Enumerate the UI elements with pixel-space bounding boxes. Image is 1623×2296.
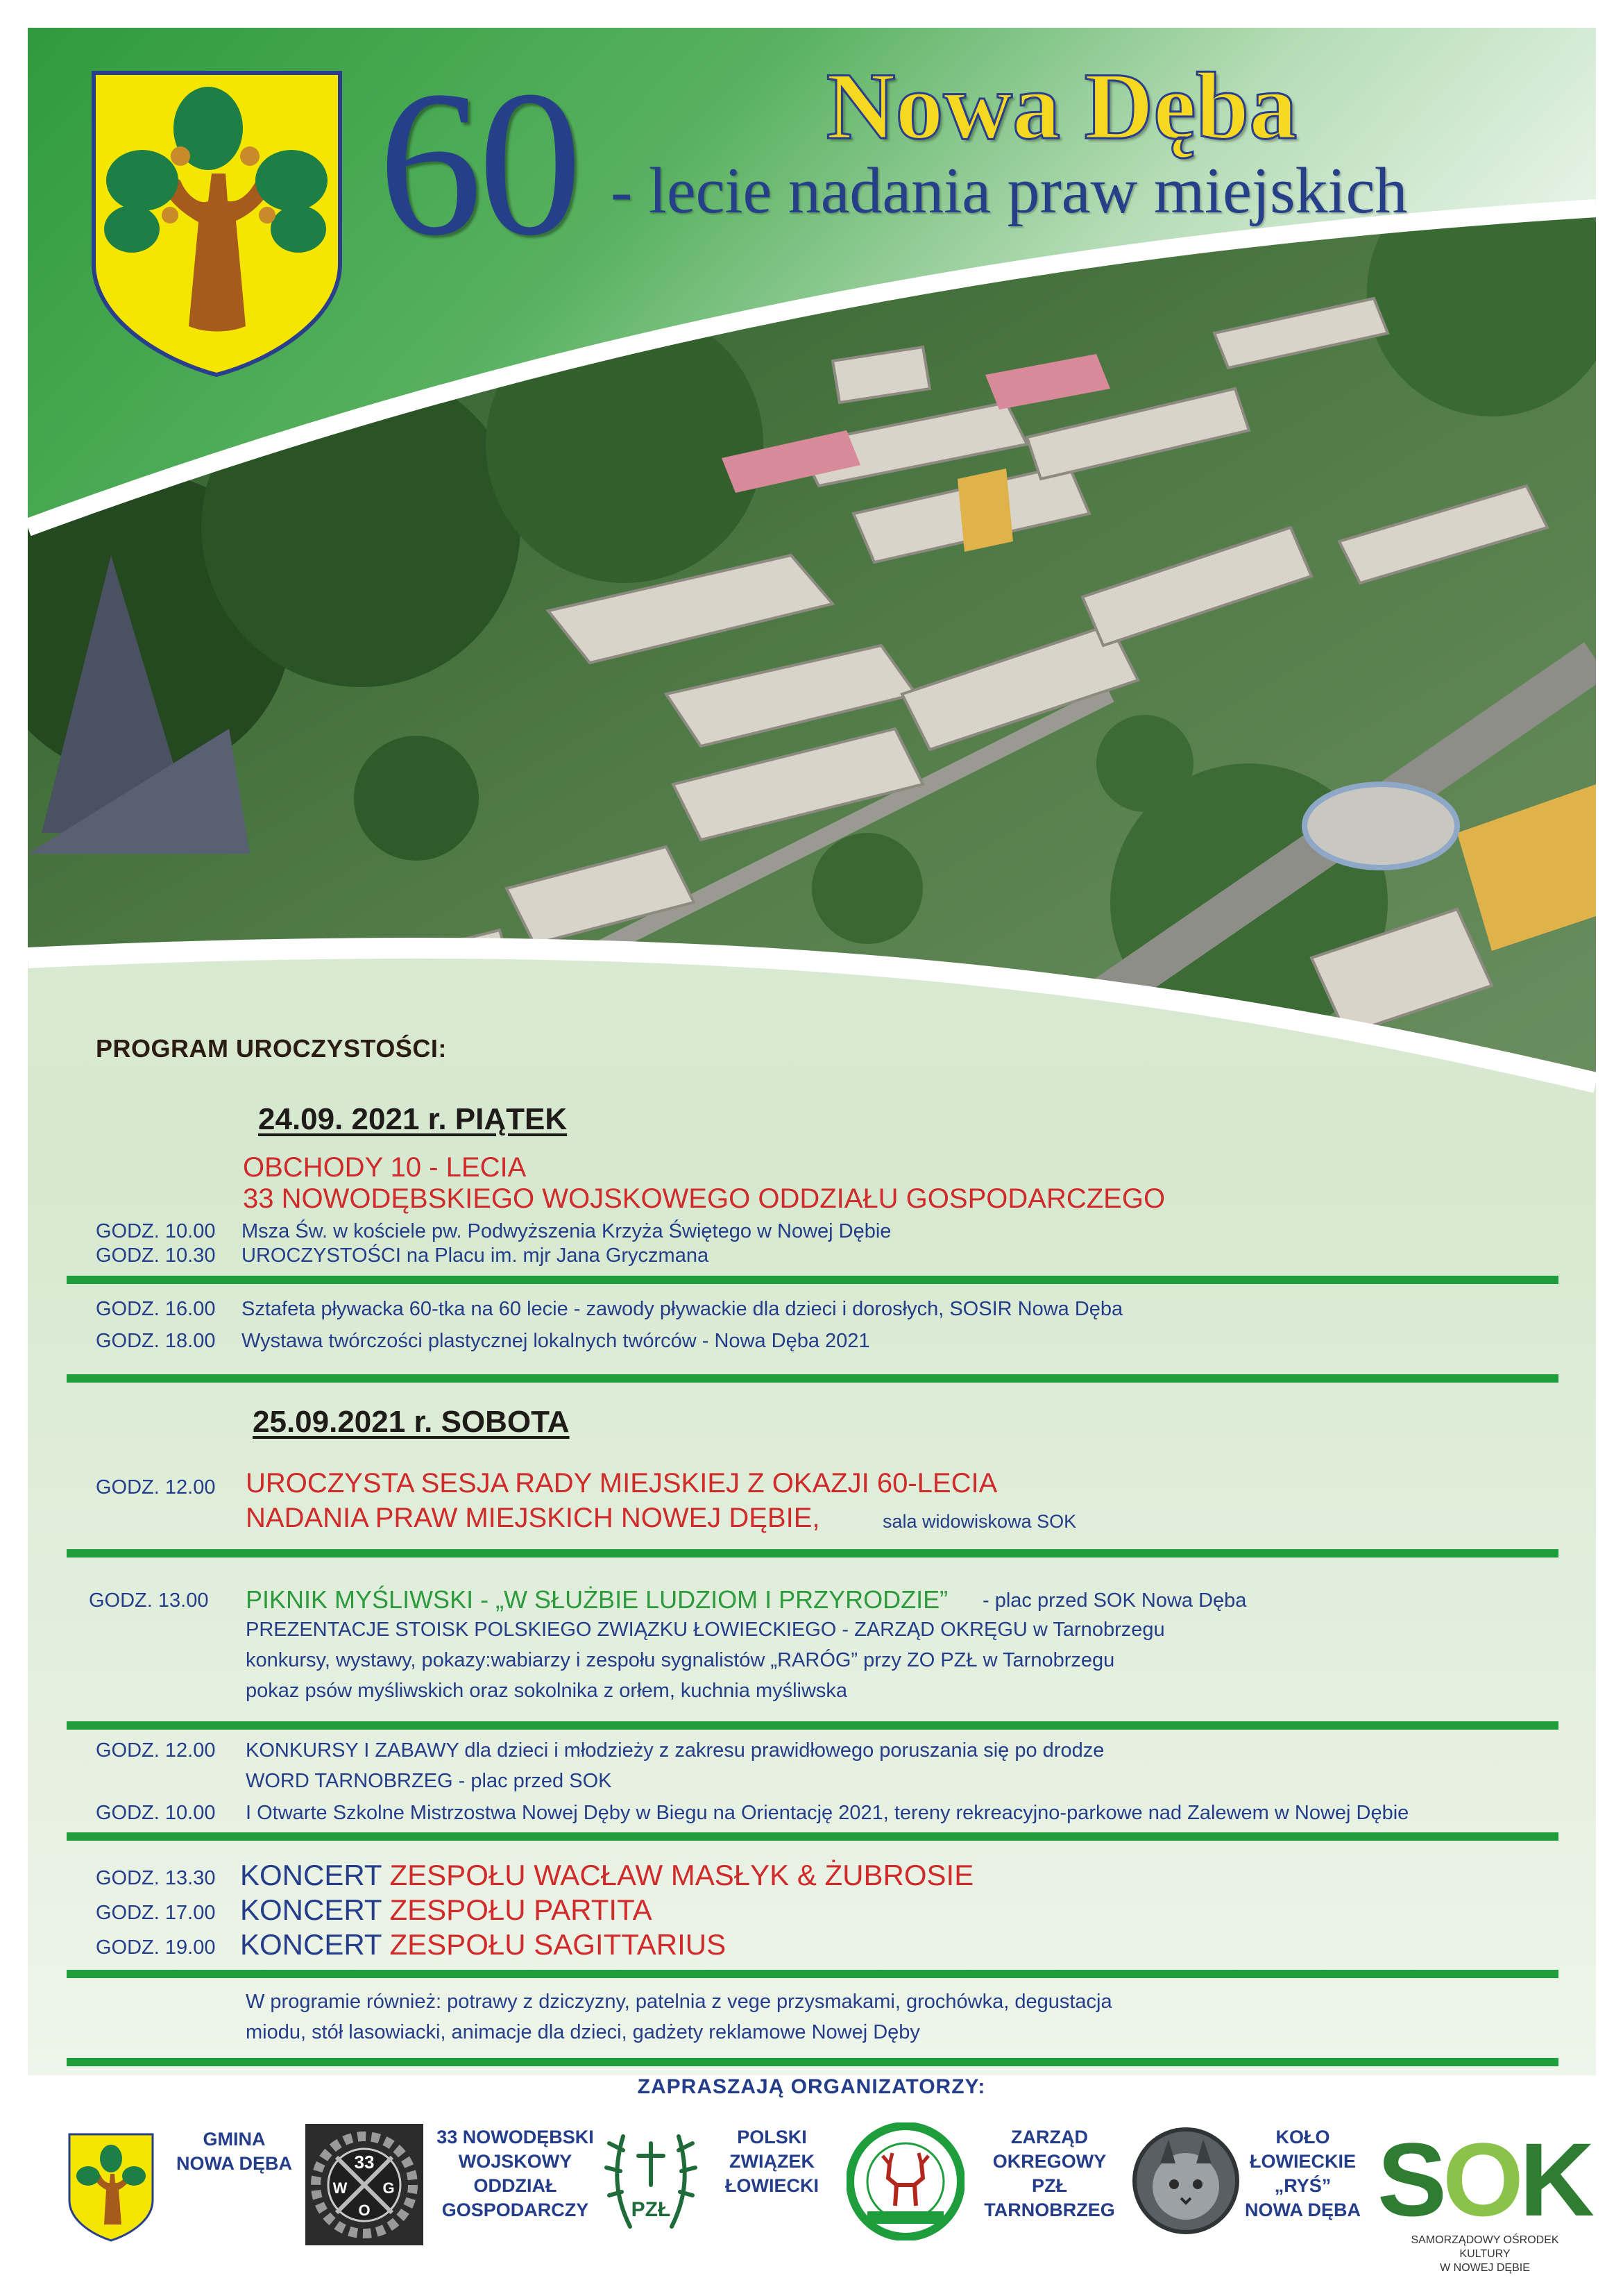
coat-of-arms-emblem — [94, 73, 340, 375]
town-name-title: Nowa Dęba — [826, 53, 1298, 159]
anniversary-number: 60 — [378, 48, 578, 278]
picnic-venue: - plac przed SOK Nowa Dęba — [983, 1589, 1247, 1612]
wog-logo-o: O — [358, 2202, 371, 2219]
session-title-line2: NADANIA PRAW MIEJSKICH NOWEJ DĘBIE, — [246, 1503, 820, 1533]
session-title-line1: UROCZYSTA SESJA RADY MIEJSKIEJ Z OKAZJI 60-LECIA — [246, 1468, 998, 1499]
schedule-text: Msza Św. w kościele pw. Podwyższenia Krzyża Świętego w Nowej Dębie — [241, 1220, 892, 1242]
section-divider — [67, 1832, 1558, 1841]
organizer-pzl-label: POLSKI ZWIĄZEK ŁOWIECKI — [725, 2127, 819, 2196]
picnic-title: PIKNIK MYŚLIWSKI - „W SŁUŻBIE LUDZIOM I PRZYRODZIE” — [246, 1585, 949, 1614]
schedule-time: GODZ. 17.00 — [96, 1902, 216, 1924]
organizer-kolo-label: KOŁO ŁOWIECKIE „RYŚ” NOWA DĘBA — [1245, 2127, 1361, 2220]
concert-word: KONCERT — [240, 1893, 382, 1926]
organizer-gmina-label: GMINA NOWA DĘBA — [176, 2129, 292, 2174]
concert-line — [240, 1928, 726, 1961]
zarzad-okregowy-logo-icon — [847, 2122, 965, 2240]
concert-line — [240, 1859, 974, 1892]
schedule-text: KONKURSY I ZABAWY dla dzieci i młodzieży z zakresu prawidłowego poruszania się po drodze — [246, 1739, 1105, 1762]
schedule-time: GODZ. 13.30 — [96, 1867, 216, 1889]
day1-date-heading: 24.09. 2021 r. PIĄTEK — [258, 1102, 568, 1136]
wog-logo-g: G — [382, 2179, 395, 2197]
also-in-program: W programie również: potrawy z dziczyzny, patelnia z vege przysmakami, grochówka, degustacja — [246, 1991, 1112, 2013]
schedule-time: GODZ. 10.00 — [96, 1220, 216, 1242]
day1-title-line2: 33 NOWODĘBSKIEGO WOJSKOWEGO ODDZIAŁU GOSPODARCZEGO — [243, 1183, 1166, 1214]
sok-logo-s: S — [1377, 2121, 1443, 2238]
schedule-time: GODZ. 10.30 — [96, 1244, 216, 1267]
wog-logo-number: 33 — [354, 2152, 375, 2172]
concert-word: KONCERT — [240, 1859, 382, 1891]
organizer-wog-label: 33 NOWODĘBSKI WOJSKOWY ODDZIAŁ GOSPODARCZY — [436, 2127, 594, 2220]
concert-line — [240, 1893, 652, 1927]
sok-logo — [1377, 2121, 1591, 2238]
pzl-antlers-logo-icon — [602, 2122, 699, 2247]
lynx-club-logo-icon — [1132, 2125, 1240, 2236]
section-divider — [67, 1549, 1558, 1558]
schedule-time: GODZ. 12.00 — [96, 1476, 216, 1499]
session-venue: sala widowiskowa SOK — [883, 1511, 1077, 1532]
concert-word: KONCERT — [240, 1928, 382, 1961]
section-divider — [67, 1374, 1558, 1383]
section-divider — [67, 1276, 1558, 1284]
organizer-zarzad-label: ZARZĄD OKREGOWY PZŁ TARNOBRZEG — [984, 2127, 1115, 2220]
program-heading: PROGRAM UROCZYSTOŚCI: — [96, 1034, 447, 1063]
schedule-time: GODZ. 16.00 — [96, 1298, 216, 1320]
concert-band: ZESPOŁU PARTITA — [389, 1893, 652, 1926]
section-divider — [67, 2058, 1558, 2066]
wog-logo-w: W — [332, 2179, 348, 2197]
schedule-time: GODZ. 12.00 — [96, 1739, 216, 1762]
picnic-detail: PREZENTACJE STOISK POLSKIEGO ZWIĄZKU ŁOWIECKIEGO - ZARZĄD OKRĘGU w Tarnobrzegu — [246, 1619, 1165, 1641]
schedule-text: Sztafeta pływacka 60-tka na 60 lecie - zawody pływackie dla dzieci i dorosłych, SOSIR Nowa Dęba — [241, 1298, 1123, 1320]
section-divider — [67, 1970, 1558, 1978]
wog-logo-icon — [305, 2124, 423, 2245]
section-divider — [67, 1721, 1558, 1730]
day1-title-line1: OBCHODY 10 - LECIA — [243, 1152, 527, 1183]
picnic-detail: konkursy, wystawy, pokazy:wabiarzy i zespołu sygnalistów „RARÓG” przy ZO PZŁ w Tarnobrzegu — [246, 1649, 1115, 1671]
concert-band: ZESPOŁU SAGITTARIUS — [389, 1928, 726, 1961]
schedule-text: Wystawa twórczości plastycznej lokalnych twórców - Nowa Dęba 2021 — [241, 1330, 870, 1352]
gmina-emblem-icon — [66, 2131, 156, 2242]
organizers-heading: ZAPRASZAJĄ ORGANIZATORZY: — [637, 2075, 986, 2098]
schedule-time: GODZ. 13.00 — [89, 1589, 209, 1612]
schedule-text: UROCZYSTOŚCI na Placu im. mjr Jana Gryczmana — [241, 1244, 709, 1267]
anniversary-subtitle: - lecie nadania praw miejskich — [611, 155, 1408, 227]
concert-band: ZESPOŁU WACŁAW MASŁYK & ŻUBROSIE — [389, 1859, 974, 1891]
picnic-detail: pokaz psów myśliwskich oraz sokolnika z orłem, kuchnia myśliwska — [246, 1680, 848, 1702]
schedule-text: WORD TARNOBRZEG - plac przed SOK — [246, 1770, 612, 1792]
also-in-program: miodu, stół lasowiacki, animacje dla dzieci, gadżety reklamowe Nowej Dęby — [246, 2021, 920, 2043]
schedule-time: GODZ. 18.00 — [96, 1330, 216, 1352]
sok-logo-o: O — [1443, 2121, 1520, 2238]
day2-date-heading: 25.09.2021 r. SOBOTA — [253, 1405, 570, 1439]
sok-logo-caption: SAMORZĄDOWY OŚRODEK KULTURY W NOWEJ DĘBIE — [1411, 2234, 1559, 2274]
pzl-logo-text: PZŁ — [631, 2198, 671, 2221]
schedule-time: GODZ. 19.00 — [96, 1936, 216, 1959]
schedule-time: GODZ. 10.00 — [96, 1802, 216, 1824]
schedule-text: I Otwarte Szkolne Mistrzostwa Nowej Dęby w Biegu na Orientację 2021, tereny rekreacyjno-parkowe nad Zalewem w Nowej Dębie — [246, 1802, 1409, 1824]
sok-logo-k: K — [1519, 2121, 1591, 2238]
